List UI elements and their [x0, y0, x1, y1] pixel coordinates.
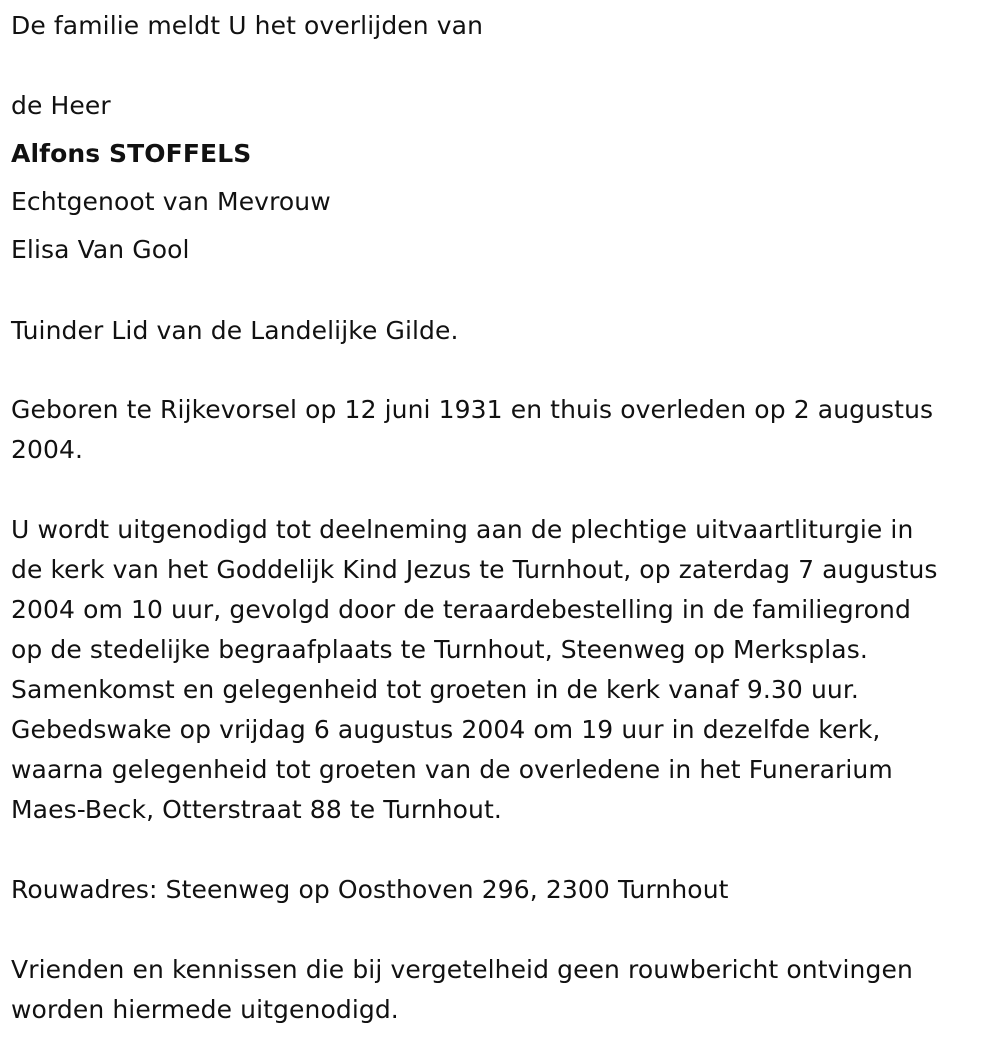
- funeral-line: de kerk van het Goddelijk Kind Jezus te Turnhout, op zaterdag 7 augustus: [11, 555, 938, 584]
- funeral-line: Maes-Beck, Otterstraat 88 te Turnhout.: [11, 795, 502, 824]
- funeral-line: U wordt uitgenodigd tot deelneming aan de plechtige uitvaartliturgie in: [11, 515, 914, 544]
- spouse-label: Echtgenoot van Mevrouw: [11, 187, 331, 216]
- deceased-name: Alfons STOFFELS: [11, 139, 252, 168]
- honorific: de Heer: [11, 91, 111, 120]
- funeral-line: op de stedelijke begraafplaats te Turnhout, Steenweg op Merksplas.: [11, 635, 868, 664]
- funeral-line: Samenkomst en gelegenheid tot groeten in de kerk vanaf 9.30 uur.: [11, 675, 859, 704]
- address-text: Rouwadres: Steenweg op Oosthoven 296, 2300 Turnhout: [11, 875, 729, 904]
- funeral-line: waarna gelegenheid tot groeten van de overledene in het Funerarium: [11, 755, 893, 784]
- spouse-name: Elisa Van Gool: [11, 235, 190, 264]
- intro-text: De familie meldt U het overlijden van: [11, 11, 484, 40]
- funeral-line: Gebedswake op vrijdag 6 augustus 2004 om 19 uur in dezelfde kerk,: [11, 715, 881, 744]
- funeral-line: 2004 om 10 uur, gevolgd door de teraardebestelling in de familiegrond: [11, 595, 911, 624]
- closing-text: Vrienden en kennissen die bij vergetelheid geen rouwbericht ontvingen worden hiermede uitgenodigd.: [11, 955, 913, 1024]
- birth-death-text: Geboren te Rijkevorsel op 12 juni 1931 en thuis overleden op 2 augustus 2004.: [11, 395, 934, 464]
- occupation-text: Tuinder Lid van de Landelijke Gilde.: [11, 316, 459, 345]
